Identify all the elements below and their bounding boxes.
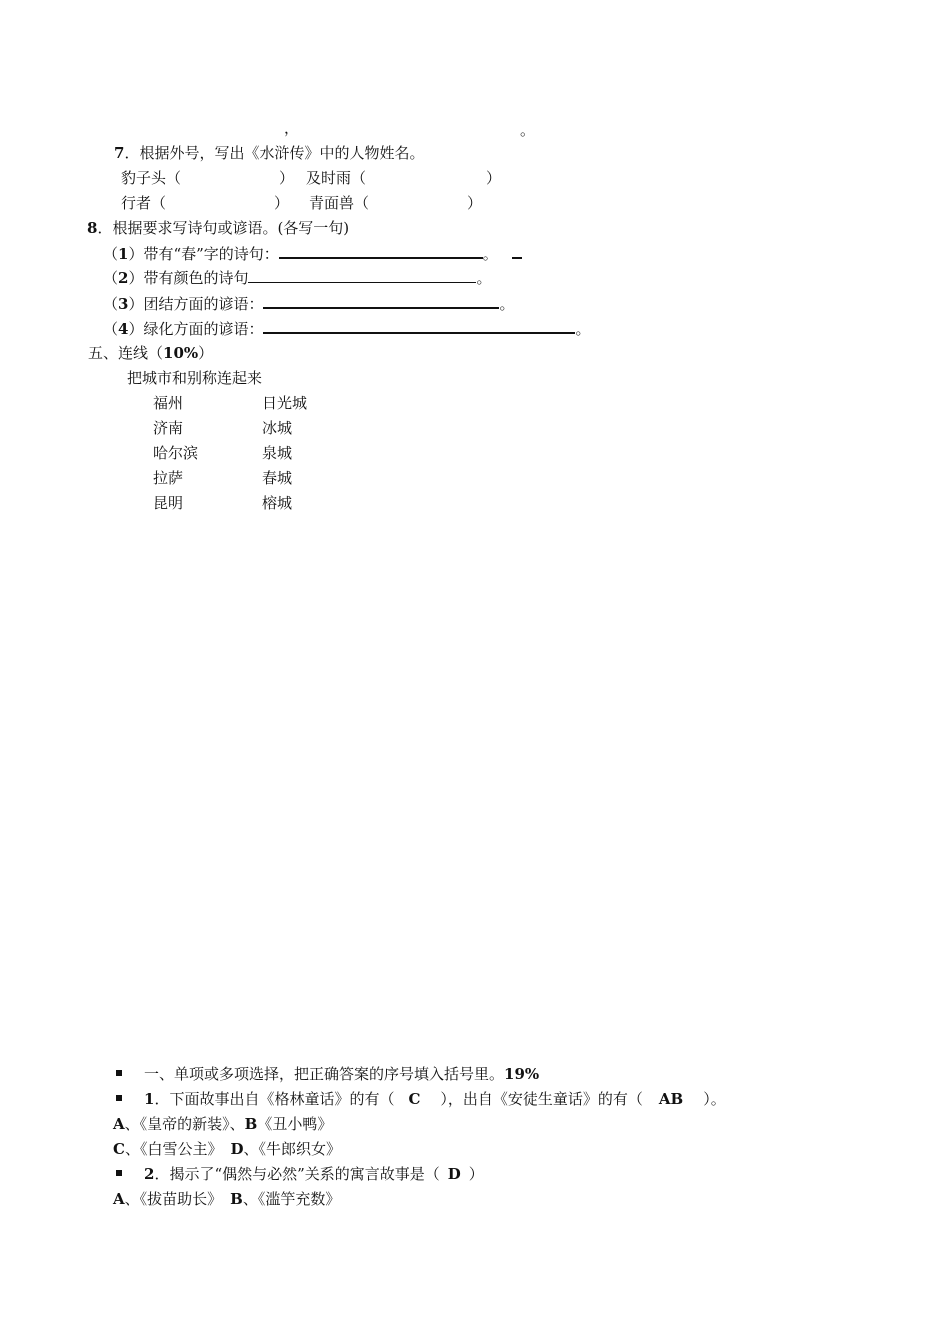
part1-q2 — [116, 1164, 484, 1184]
q8-item-2-number: 2 — [118, 269, 129, 287]
option-c-letter: C — [113, 1140, 125, 1158]
part1-heading — [116, 1064, 539, 1084]
q7-qingmianshou-label: 青面兽（ — [309, 194, 370, 212]
option-a-letter: A — [113, 1190, 125, 1208]
top-comma: ， — [284, 119, 300, 137]
q8-item-1 — [103, 243, 522, 264]
part1-q1-answer-a: C — [408, 1090, 421, 1108]
part1-q1-text-b: ），出自《安徒生童话》的有（ — [440, 1090, 643, 1108]
city-4[interactable]: 拉萨 — [153, 469, 184, 487]
q7-baozitou-close: ） — [279, 169, 295, 187]
option-b-text: 《丑小鸭》 — [257, 1115, 333, 1133]
q8-item-4-label: ）绿化方面的谚语： — [128, 320, 264, 338]
part1-q1-text-a: ．下面故事出自《格林童话》的有（ — [154, 1090, 395, 1108]
part1-q2-options-1 — [113, 1189, 340, 1209]
q8-title — [87, 218, 349, 238]
q8-item-2-end: 。 — [476, 269, 492, 287]
q7-title — [114, 143, 424, 163]
q8-item-3-label: ）团结方面的谚语： — [128, 295, 264, 313]
q7-row2 — [121, 193, 482, 213]
part1-q1-options-2 — [113, 1139, 341, 1159]
option-b-letter: B — [230, 1190, 243, 1208]
section5-score: 10% — [163, 344, 199, 362]
bullet-icon — [116, 1095, 122, 1101]
q8-item-2-label: ）带有颜色的诗句 — [128, 269, 249, 287]
city-2[interactable]: 济南 — [153, 419, 184, 437]
q8-item-4 — [103, 318, 590, 339]
option-d-letter: D — [230, 1140, 244, 1158]
q8-item-1-blank[interactable] — [279, 243, 483, 259]
section5-title — [88, 343, 213, 363]
q8-item-4-end: 。 — [575, 320, 591, 338]
q8-item-3-number: 3 — [118, 295, 129, 313]
q7-jishiyu-label: 及时雨（ — [306, 169, 367, 187]
q8-item-1-open: （ — [103, 245, 119, 263]
nickname-2[interactable]: 冰城 — [262, 419, 293, 437]
q8-item-1-number: 1 — [118, 245, 129, 263]
part1-q2-text-a: ．揭示了“偶然与必然”关系的寓言故事是（ — [154, 1165, 440, 1183]
option-d-text: 、《牛郎织女》 — [243, 1140, 341, 1158]
nickname-3[interactable]: 泉城 — [262, 444, 293, 462]
section5-instruction: 把城市和别称连起来 — [127, 369, 263, 387]
q8-item-2 — [103, 268, 491, 288]
bullet-icon — [116, 1070, 122, 1076]
part1-q1-number: 1 — [144, 1090, 155, 1108]
q8-number: 8 — [87, 219, 98, 237]
part1-q2-answer: D — [447, 1165, 461, 1183]
q7-jishiyu-close: ） — [486, 169, 502, 187]
q8-item-2-blank[interactable] — [248, 268, 476, 283]
option-a-text: 、《拔苗助长》 — [124, 1190, 223, 1208]
option-a-text: 、《皇帝的新装》、 — [124, 1115, 245, 1133]
part1-q1-options-1 — [113, 1114, 332, 1134]
q7-xingzhe-label: 行者（ — [121, 194, 167, 212]
section5-title-text: 五、连线（ — [88, 344, 164, 362]
part1-heading-score: 19% — [504, 1065, 540, 1083]
part1-q1-answer-b: AB — [658, 1090, 684, 1108]
q8-text: ．根据要求写诗句或谚语。(各写一句) — [97, 219, 350, 237]
q8-item-3-end: 。 — [499, 295, 515, 313]
nickname-5[interactable]: 榕城 — [262, 494, 293, 512]
nickname-4[interactable]: 春城 — [262, 469, 293, 487]
q7-row1 — [121, 168, 501, 188]
q7-text: ．根据外号，写出《水浒传》中的人物姓名。 — [124, 144, 425, 162]
q8-item-4-blank[interactable] — [263, 318, 575, 334]
option-b-letter: B — [244, 1115, 258, 1133]
q8-item-3 — [103, 293, 514, 314]
option-a-letter: A — [113, 1115, 125, 1133]
q8-item-1-extra-mark — [512, 243, 522, 259]
option-c-text: 、《白雪公主》 — [124, 1140, 223, 1158]
section5-title-close: ） — [198, 344, 214, 362]
q7-number: 7 — [114, 144, 125, 162]
bullet-icon — [116, 1170, 122, 1176]
city-1[interactable]: 福州 — [153, 394, 184, 412]
q8-item-2-open: （ — [103, 269, 119, 287]
q8-item-1-end: 。 — [482, 245, 498, 263]
top-period: 。 — [520, 121, 536, 139]
q8-item-1-label: ）带有“春”字的诗句： — [128, 245, 279, 263]
part1-q2-text-b: ） — [468, 1165, 484, 1183]
q8-item-3-blank[interactable] — [263, 293, 499, 309]
option-b-text: 、《滥竽充数》 — [242, 1190, 341, 1208]
part1-q1-text-c: ）。 — [703, 1090, 726, 1108]
nickname-1[interactable]: 日光城 — [262, 394, 308, 412]
q8-item-3-open: （ — [103, 295, 119, 313]
city-3[interactable]: 哈尔滨 — [153, 444, 199, 462]
q8-item-4-open: （ — [103, 320, 119, 338]
q7-xingzhe-close: ） — [274, 194, 290, 212]
q7-qingmianshou-close: ） — [467, 194, 483, 212]
q8-item-4-number: 4 — [118, 320, 129, 338]
city-5[interactable]: 昆明 — [153, 494, 184, 512]
part1-q1 — [116, 1089, 726, 1109]
part1-heading-text: 一、单项或多项选择，把正确答案的序号填入括号里。 — [144, 1065, 505, 1083]
q7-baozitou-label: 豹子头（ — [121, 169, 182, 187]
part1-q2-number: 2 — [144, 1165, 155, 1183]
